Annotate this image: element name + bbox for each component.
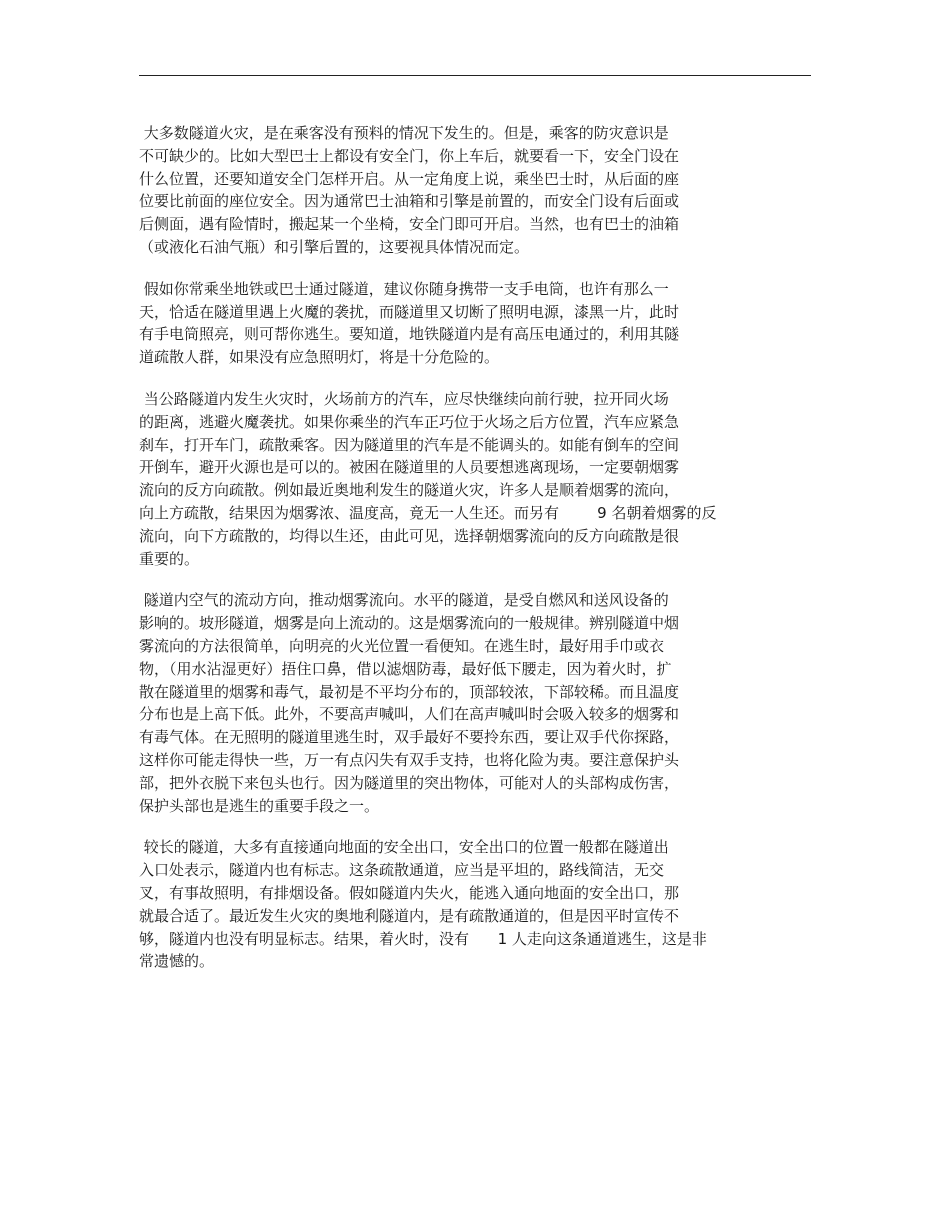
- text-line: 物，（用水沾湿更好）捂住口鼻，借以滤烟防毒，最好低下腰走，因为着火时，扩: [139, 659, 672, 678]
- text-line: 流向，向下方疏散的，均得以生还，由此可见，选择朝烟雾流向的反方向疏散是很: [139, 526, 680, 545]
- paragraph: [139, 589, 811, 817]
- text-line: 有毒气体。在无照明的隧道里逃生时，双手最好不要拎东西，要让双手代你探路，: [139, 728, 680, 747]
- text-line: 入口处表示，隧道内也有标志。这条疏散通道，应当是平坦的，路线简洁，无交: [139, 861, 665, 880]
- text-line: （或液化石油气瓶）和引擎后置的，这要视具体情况而定。: [139, 237, 530, 256]
- text-line: 天，恰适在隧道里遇上火魔的袭扰，而隧道里又切断了照明电源，漆黑一片，此时: [139, 302, 680, 321]
- text-line: 的距离，逃避火魔袭扰。如果你乘坐的汽车正巧位于火场之后方位置，汽车应紧急: [139, 412, 680, 431]
- text-line: 大多数隧道火灾，是在乘客没有预料的情况下发生的。但是，乘客的防灾意识是: [139, 124, 669, 142]
- text-line: 流向的反方向疏散。例如最近奥地利发生的隧道火灾，许多人是顺着烟雾的流向，: [139, 481, 680, 500]
- paragraph: [139, 388, 811, 570]
- text-line: 分布也是上高下低。此外，不要高声喊叫，人们在高声喊叫时会吸入较多的烟雾和: [139, 705, 680, 724]
- text-line: 雾流向的方法很简单，向明亮的火光位置一看便知。在逃生时，最好用手巾或衣: [139, 636, 665, 655]
- text-line: 当公路隧道内发生火灾时，火场前方的汽车，应尽快继续向前行驶，拉开同火场: [139, 389, 669, 408]
- text-line: 刹车，打开车门，疏散乘客。因为隧道里的汽车是不能调头的。如能有倒车的空间: [139, 435, 680, 454]
- paragraph: [139, 278, 811, 369]
- text-line: 保护头部也是逃生的重要手段之一。: [139, 796, 380, 815]
- text-line: 什么位置，还要知道安全门怎样开启。从一定角度上说，乘坐巴士时，从后面的座: [139, 169, 680, 188]
- header-rule: [139, 75, 811, 76]
- text-line: 开倒车，避开火源也是可以的。被困在隧道里的人员要想逃离现场，一定要朝烟雾: [139, 458, 680, 477]
- text-line: 道疏散人群，如果没有应急照明灯，将是十分危险的。: [139, 348, 500, 367]
- text-line: 就最合适了。最近发生火灾的奥地利隧道内，是有疏散通道的，但是因平时宣传不: [139, 906, 680, 925]
- text-line: 位要比前面的座位安全。因为通常巴士油箱和引擎是前置的，而安全门设有后面或: [139, 192, 680, 211]
- text-line: 部，把外衣脱下来包头也行。因为隧道里的突出物体，可能对人的头部构成伤害，: [139, 773, 680, 792]
- text-line: 有手电筒照亮，则可帮你逃生。要知道，地铁隧道内是有高压电通过的，利用其隧: [139, 325, 680, 344]
- text-line: 重要的。: [139, 549, 200, 568]
- text-line: 假如你常乘坐地铁或巴士通过隧道，建议你随身携带一支手电筒，也许有那么一: [139, 279, 669, 298]
- text-line: 影响的。坡形隧道，烟雾是向上流动的。这是烟雾流向的一般规律。辨别隧道中烟: [139, 614, 680, 633]
- text-line: 不可缺少的。比如大型巴士上都设有安全门，你上车后，就要看一下，安全门设在: [139, 146, 680, 165]
- text-line: 较长的隧道，大多有直接通向地面的安全出口，安全出口的位置一般都在隧道出: [139, 838, 669, 857]
- text-line: 常遗憾的。: [139, 952, 215, 971]
- text-line: 叉，有事故照明，有排烟设备。假如隧道内失火，能逃入通向地面的安全出口，那: [139, 883, 680, 902]
- text-line: 后侧面，遇有险情时，搬起某一个坐椅，安全门即可开启。当然，也有巴士的油箱: [139, 215, 680, 234]
- text-line: 向上方疏散，结果因为烟雾浓、温度高，竟无一人生还。而另有 9 名朝着烟雾的反: [139, 503, 717, 522]
- text-line: 够，隧道内也没有明显标志。结果，着火时，没有 1 人走向这条通道逃生，这是非: [139, 929, 707, 948]
- paragraph: [139, 122, 811, 259]
- paragraph: [139, 836, 811, 973]
- text-line: 隧道内空气的流动方向，推动烟雾流向。水平的隧道，是受自燃风和送风设备的: [139, 591, 669, 610]
- text-line: 散在隧道里的烟雾和毒气，最初是不平均分布的，顶部较浓，下部较稀。而且温度: [139, 682, 680, 701]
- text-line: 这样你可能走得快一些，万一有点闪失有双手支持，也将化险为夷。要注意保护头: [139, 750, 680, 769]
- document-body: [139, 122, 811, 992]
